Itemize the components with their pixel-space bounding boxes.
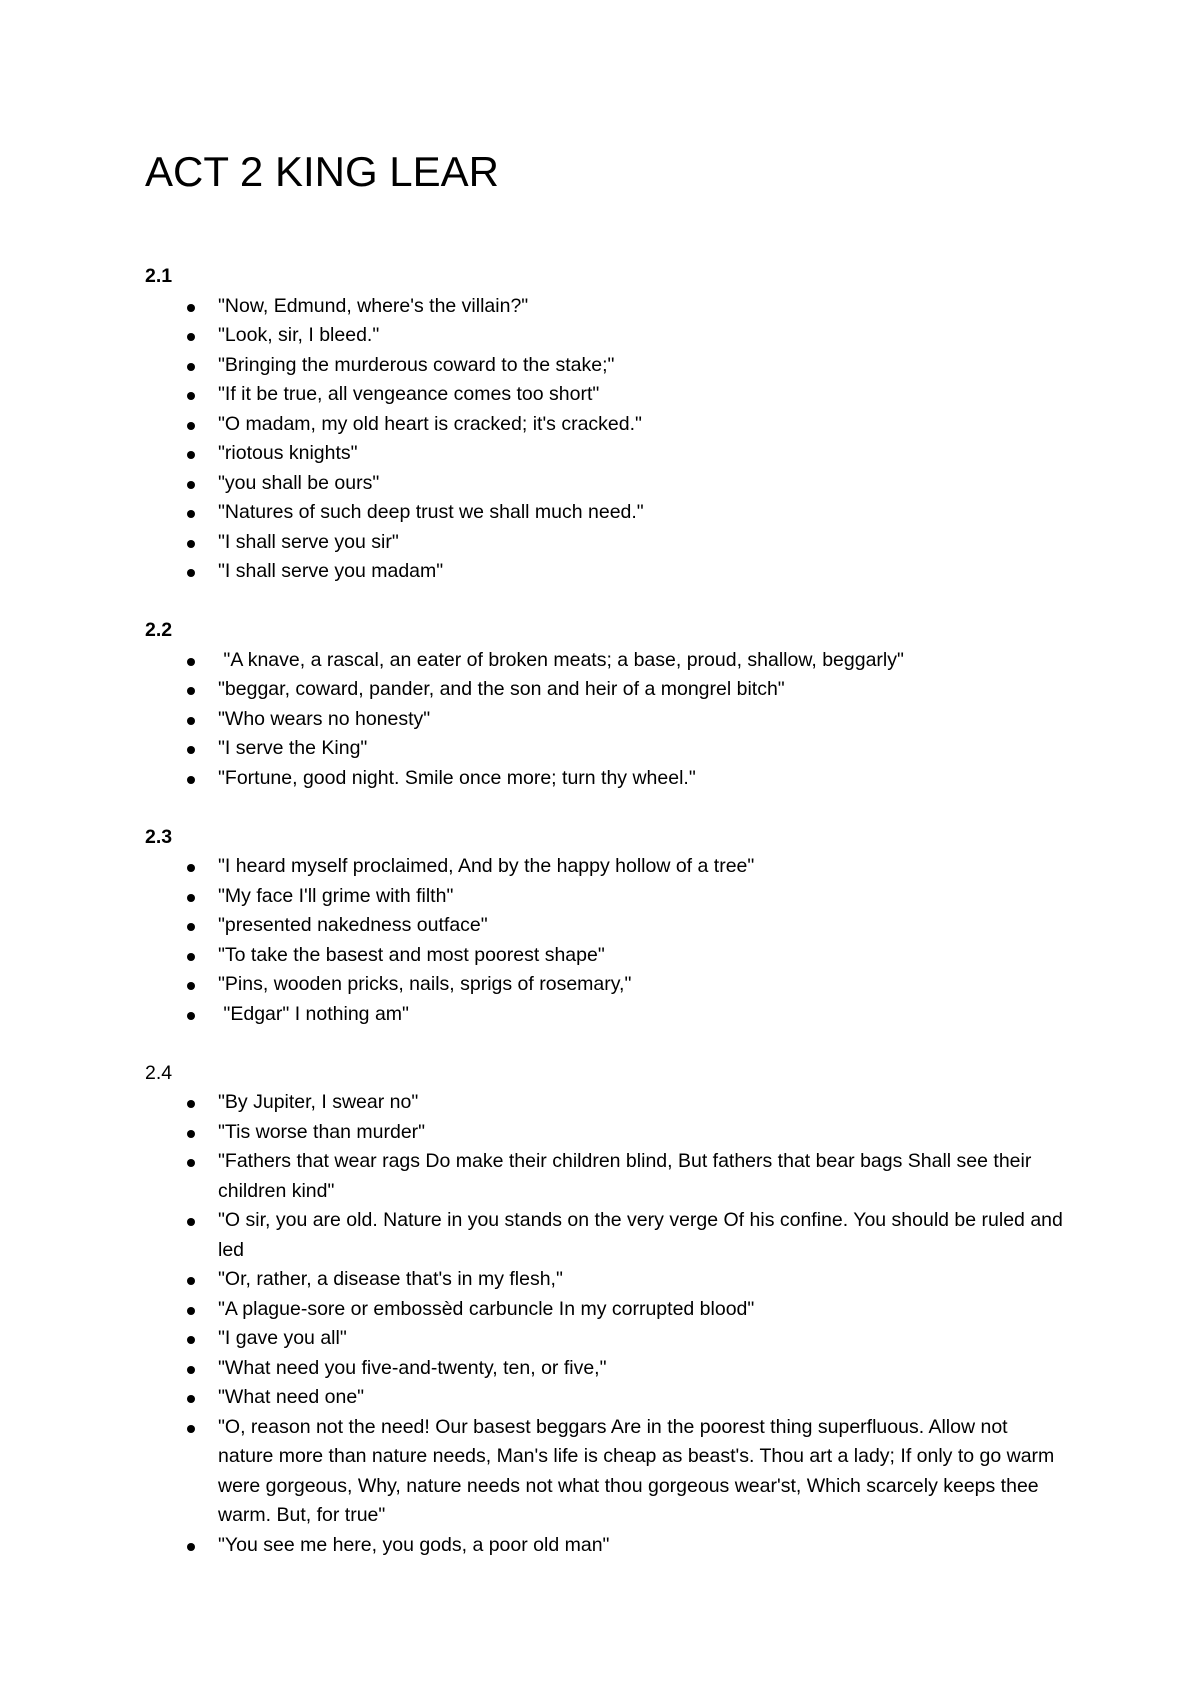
list-item bbox=[145, 1413, 1065, 1531]
bullet-icon bbox=[187, 422, 195, 430]
list-item bbox=[145, 351, 1065, 381]
bullet-icon bbox=[187, 1218, 195, 1226]
quote-text: "Fortune, good night. Smile once more; turn thy wheel." bbox=[218, 766, 696, 789]
bullet-icon bbox=[187, 1336, 195, 1344]
quote-text: "Edgar" I nothing am" bbox=[218, 1002, 409, 1025]
list-item bbox=[145, 1383, 1065, 1413]
bullet-icon bbox=[187, 687, 195, 695]
bullet-icon bbox=[187, 1130, 195, 1138]
quote-text: "Now, Edmund, where's the villain?" bbox=[218, 294, 529, 317]
list-item bbox=[145, 380, 1065, 410]
list-item bbox=[145, 675, 1065, 705]
bullet-icon bbox=[187, 894, 195, 902]
list-item bbox=[145, 1088, 1065, 1118]
quote-text: "What need one" bbox=[218, 1386, 365, 1408]
quote-text: "Look, sir, I bleed." bbox=[218, 324, 380, 346]
section-heading: 2.4 bbox=[145, 1061, 173, 1084]
document-body bbox=[145, 262, 1069, 1560]
bullet-icon bbox=[187, 1100, 195, 1108]
quote-text: "You see me here, you gods, a poor old man" bbox=[218, 1533, 610, 1556]
list-item bbox=[145, 1118, 1065, 1148]
quote-text: "I serve the King" bbox=[218, 737, 368, 759]
list-item bbox=[145, 1354, 1065, 1384]
list-item bbox=[145, 646, 1065, 676]
quote-text: "My face I'll grime with filth" bbox=[218, 884, 454, 907]
quote-text: "To take the basest and most poorest shape" bbox=[218, 943, 605, 966]
quote-text: "I shall serve you sir" bbox=[218, 530, 399, 553]
quote-text: "Fathers that wear rags Do make their children blind, But fathers that bear bags Shall see their children kind" bbox=[218, 1150, 1037, 1202]
list-item bbox=[145, 852, 1065, 882]
list-item bbox=[145, 941, 1065, 971]
bullet-icon bbox=[187, 481, 195, 489]
quote-list bbox=[145, 646, 1065, 794]
bullet-icon bbox=[187, 451, 195, 459]
list-item bbox=[145, 469, 1065, 499]
quote-text: "Tis worse than murder" bbox=[218, 1120, 426, 1143]
quote-text: "What need you five-and-twenty, ten, or five," bbox=[218, 1356, 607, 1379]
section-heading: 2.3 bbox=[145, 825, 173, 848]
bullet-icon bbox=[187, 1012, 195, 1020]
section-heading: 2.1 bbox=[145, 265, 173, 287]
list-item bbox=[145, 321, 1065, 351]
quote-list bbox=[145, 852, 1065, 1029]
quote-list bbox=[145, 1088, 1069, 1560]
quote-text: "Or, rather, a disease that's in my flesh," bbox=[218, 1268, 563, 1290]
list-item bbox=[145, 439, 1065, 469]
quote-text: "If it be true, all vengeance comes too short" bbox=[218, 383, 600, 405]
section-2-4 bbox=[145, 1059, 1069, 1561]
quote-text: "Pins, wooden pricks, nails, sprigs of rosemary," bbox=[218, 973, 632, 995]
section-2-3 bbox=[145, 823, 1065, 1030]
bullet-icon bbox=[187, 1159, 195, 1167]
section-heading: 2.2 bbox=[145, 619, 173, 641]
quote-text: "Who wears no honesty" bbox=[218, 707, 431, 730]
section-2-2 bbox=[145, 616, 1065, 793]
list-item bbox=[145, 911, 1065, 941]
list-item bbox=[145, 1531, 1065, 1561]
list-item bbox=[145, 970, 1065, 1000]
bullet-icon bbox=[187, 746, 195, 754]
page-title: ACT 2 KING LEAR bbox=[145, 148, 500, 195]
list-item bbox=[145, 705, 1065, 735]
quote-text: "Natures of such deep trust we shall much need." bbox=[218, 501, 644, 523]
bullet-icon bbox=[187, 717, 195, 725]
quote-text: "O sir, you are old. Nature in you stands on the very verge Of his confine. You should be ruled and led bbox=[218, 1209, 1069, 1261]
bullet-icon bbox=[187, 776, 195, 784]
list-item bbox=[145, 1265, 1065, 1295]
quote-text: "beggar, coward, pander, and the son and heir of a mongrel bitch" bbox=[218, 678, 785, 700]
bullet-icon bbox=[187, 540, 195, 548]
bullet-icon bbox=[187, 923, 195, 931]
quote-text: "O madam, my old heart is cracked; it's cracked." bbox=[218, 412, 642, 435]
bullet-icon bbox=[187, 569, 195, 577]
bullet-icon bbox=[187, 304, 195, 312]
list-item bbox=[145, 1206, 1069, 1265]
list-item bbox=[145, 292, 1065, 322]
quote-text: "A knave, a rascal, an eater of broken meats; a base, proud, shallow, beggarly" bbox=[218, 648, 904, 671]
quote-text: "riotous knights" bbox=[218, 442, 358, 464]
quote-text: "you shall be ours" bbox=[218, 471, 380, 494]
list-item bbox=[145, 1147, 1065, 1206]
bullet-icon bbox=[187, 363, 195, 371]
bullet-icon bbox=[187, 1425, 195, 1433]
section-2-1 bbox=[145, 262, 1065, 587]
bullet-icon bbox=[187, 1307, 195, 1315]
list-item bbox=[145, 557, 1065, 587]
bullet-icon bbox=[187, 333, 195, 341]
quote-list bbox=[145, 292, 1065, 587]
bullet-icon bbox=[187, 1366, 195, 1374]
bullet-icon bbox=[187, 392, 195, 400]
list-item bbox=[145, 498, 1065, 528]
quote-text: "I gave you all" bbox=[218, 1327, 347, 1349]
list-item bbox=[145, 764, 1065, 794]
bullet-icon bbox=[187, 658, 195, 666]
bullet-icon bbox=[187, 1277, 195, 1285]
bullet-icon bbox=[187, 864, 195, 872]
bullet-icon bbox=[187, 953, 195, 961]
quote-text: "I shall serve you madam" bbox=[218, 560, 444, 582]
bullet-icon bbox=[187, 1395, 195, 1403]
bullet-icon bbox=[187, 510, 195, 518]
quote-text: "A plague-sore or embossèd carbuncle In my corrupted blood" bbox=[218, 1297, 755, 1320]
quote-text: "O, reason not the need! Our basest beggars Are in the poorest thing superfluous. Allow not nature more than nature needs, Man's life is cheap as beast's. Thou art a lady; If only to go warm were gorgeous, Why, nature needs not what thou gorgeous wear'st, Which scarcely keeps thee warm. But, for true" bbox=[218, 1415, 1060, 1526]
list-item bbox=[145, 410, 1065, 440]
list-item bbox=[145, 1295, 1065, 1325]
quote-text: "By Jupiter, I swear no" bbox=[218, 1091, 419, 1113]
bullet-icon bbox=[187, 1543, 195, 1551]
list-item bbox=[145, 1000, 1065, 1030]
list-item bbox=[145, 882, 1065, 912]
bullet-icon bbox=[187, 982, 195, 990]
list-item bbox=[145, 734, 1065, 764]
list-item bbox=[145, 1324, 1065, 1354]
quote-text: "I heard myself proclaimed, And by the happy hollow of a tree" bbox=[218, 855, 755, 877]
quote-text: "presented nakedness outface" bbox=[218, 914, 488, 936]
list-item bbox=[145, 528, 1065, 558]
quote-text: "Bringing the murderous coward to the stake;" bbox=[218, 353, 615, 376]
